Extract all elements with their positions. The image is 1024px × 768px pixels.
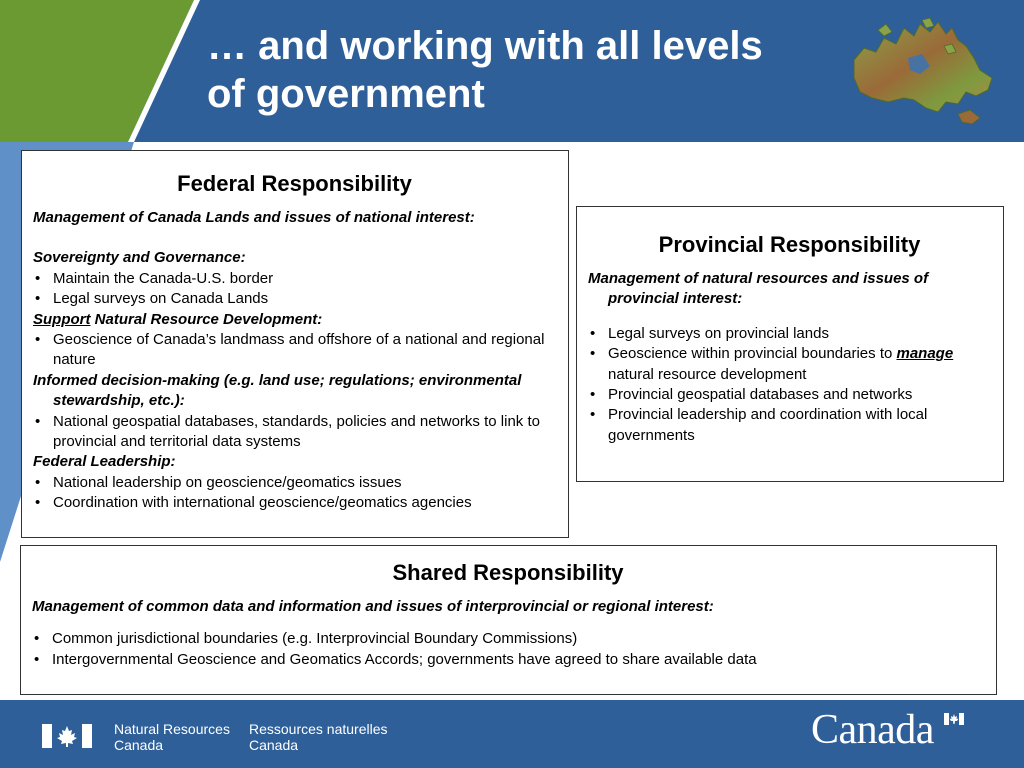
department-name-en	[114, 721, 230, 753]
informed-list	[33, 412, 556, 453]
slide-header	[0, 0, 1024, 142]
federal-box	[21, 150, 569, 538]
canada-wordmark: Canada	[811, 707, 934, 753]
department-name-fr	[249, 721, 388, 753]
sovereignty-list	[33, 269, 556, 310]
title-line-2: of government	[207, 72, 485, 116]
shared-intro: Management of common data and information and issues of interprovincial or regional interest:	[32, 598, 714, 615]
list-item: • National leadership on geoscience/geomatics issues	[33, 473, 556, 493]
federal-heading: Federal Responsibility	[177, 171, 412, 196]
list-item: • National geospatial databases, standards, policies and networks to link to provincial and territorial data systems	[33, 412, 556, 453]
wordmark-flag-icon	[944, 713, 964, 725]
canada-map-icon	[848, 18, 998, 130]
dept-en-line-1: Natural Resources	[114, 721, 230, 737]
item-text: natural resource development	[608, 365, 807, 383]
provincial-list	[588, 324, 991, 446]
manage-emphasis: manage	[896, 345, 954, 363]
support-list	[33, 330, 556, 371]
list-item: • Legal surveys on provincial lands	[588, 324, 991, 344]
provincial-intro: Management of natural resources and issues of provincial interest:	[588, 270, 929, 308]
shared-box	[20, 545, 997, 695]
provincial-heading: Provincial Responsibility	[658, 232, 921, 257]
list-item: • Provincial leadership and coordination with local governments	[588, 405, 991, 446]
provincial-box	[576, 206, 1004, 482]
shared-list	[32, 629, 984, 670]
federal-intro: Management of Canada Lands and issues of national interest:	[33, 209, 475, 226]
list-item: • Maintain the Canada-U.S. border	[33, 269, 556, 289]
list-item: • Common jurisdictional boundaries (e.g. Interprovincial Boundary Commissions)	[32, 629, 984, 649]
support-heading-rest: Natural Resource Development:	[90, 310, 323, 328]
sovereignty-heading: Sovereignty and Governance:	[33, 249, 246, 267]
informed-heading: Informed decision-making (e.g. land use; regulations; environmental stewardship, etc.):	[33, 371, 522, 410]
dept-en-line-2: Canada	[114, 737, 164, 753]
title-line-1: … and working with all levels	[207, 24, 763, 68]
support-underlined: Support	[33, 310, 91, 328]
list-item: • Intergovernmental Geoscience and Geomatics Accords; governments have agreed to share available data	[32, 650, 984, 670]
dept-fr-line-2: Canada	[249, 737, 299, 753]
shared-heading: Shared Responsibility	[392, 560, 624, 585]
canada-flag-icon	[42, 724, 92, 748]
dept-fr-line-1: Ressources naturelles	[249, 721, 388, 737]
list-item: • Legal surveys on Canada Lands	[33, 289, 556, 309]
list-item: • Geoscience of Canada’s landmass and offshore of a national and regional nature	[33, 330, 556, 371]
support-heading	[33, 310, 556, 330]
list-item: • Coordination with international geoscience/geomatics agencies	[33, 493, 556, 513]
list-item: • Provincial geospatial databases and networks	[588, 385, 991, 405]
slide-title	[207, 22, 847, 118]
leadership-list	[33, 473, 556, 514]
item-text: Geoscience within provincial boundaries to	[608, 345, 897, 363]
leadership-heading: Federal Leadership:	[33, 453, 176, 471]
list-item	[588, 344, 991, 385]
